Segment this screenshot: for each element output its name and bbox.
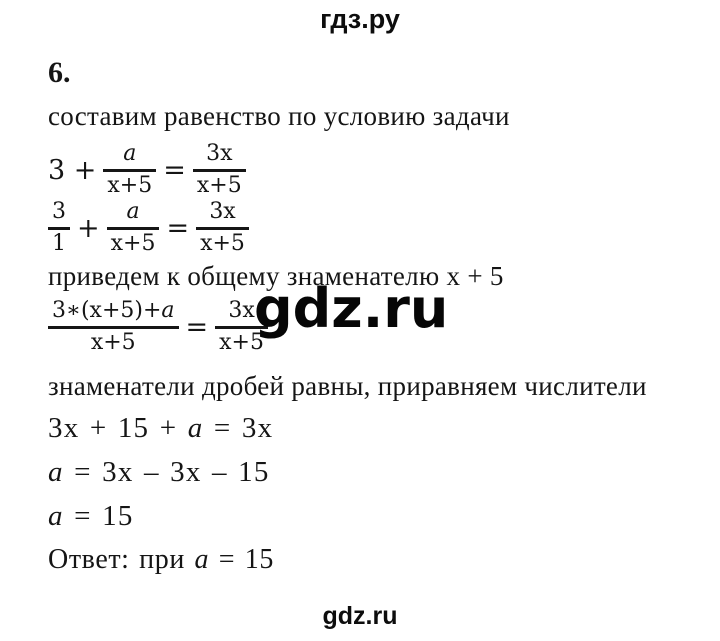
- eq2-fraction-3-over-1: [48, 200, 70, 255]
- fraction-numerator: [48, 299, 179, 328]
- eq1-fraction-a: [103, 142, 156, 197]
- eq4-right: = 3x: [203, 412, 274, 444]
- fraction-numerator: 3x: [196, 200, 249, 229]
- step-text-equal-denominators: знаменатели дробей равны, приравняем числители: [48, 371, 647, 401]
- numerator-head: 3∗(x+5)+: [52, 298, 162, 324]
- fraction-numerator: 3x: [193, 142, 246, 171]
- fraction-denominator: x+5: [196, 172, 242, 198]
- fraction-denominator: x+5: [110, 230, 156, 256]
- answer-prefix: Ответ: при: [48, 544, 195, 575]
- fraction-denominator: 1: [52, 230, 66, 256]
- eq2-fraction-3x: [196, 200, 249, 255]
- variable-a: a: [187, 412, 204, 444]
- problem-number: 6.: [48, 56, 71, 89]
- fraction-denominator: x+5: [107, 172, 153, 198]
- plus-sign: +: [77, 212, 100, 244]
- fraction-numerator: 3: [48, 200, 70, 229]
- fraction-denominator: x+5: [90, 329, 136, 355]
- equals-sign: =: [185, 311, 209, 343]
- fraction-denominator: x+5: [219, 329, 264, 355]
- equation-2: [48, 199, 249, 256]
- equals-sign: =: [166, 212, 190, 244]
- fraction-numerator: a: [103, 142, 156, 171]
- eq1-fraction-3x: [193, 142, 246, 197]
- eq3-fraction-expanded: [48, 299, 179, 354]
- eq6-right: = 15: [63, 500, 134, 532]
- eq5-right: = 3x – 3x – 15: [63, 456, 270, 488]
- gdz-watermark: gdz.ru: [254, 277, 449, 340]
- equation-6: [48, 500, 134, 533]
- site-logo-header: гдз.ру: [320, 4, 400, 34]
- equation-5: [48, 456, 270, 489]
- fraction-numerator: 3x: [215, 299, 268, 328]
- step-text-compose-equation: составим равенство по условию задачи: [48, 101, 510, 131]
- answer-value: = 15: [209, 544, 274, 575]
- eq1-lead-term: 3 +: [48, 154, 97, 186]
- site-logo-footer: gdz.ru: [322, 602, 398, 630]
- variable-a: a: [48, 456, 64, 488]
- numerator-variable: a: [161, 298, 175, 324]
- variable-a: a: [48, 500, 64, 532]
- variable-a: a: [194, 544, 210, 575]
- fraction-numerator: a: [107, 200, 160, 229]
- equation-1: [48, 141, 246, 198]
- eq4-left: 3x + 15 +: [48, 412, 188, 444]
- equation-3: [48, 298, 268, 356]
- equation-4: [48, 412, 273, 445]
- answer-line: [48, 544, 274, 576]
- fraction-denominator: x+5: [200, 230, 245, 256]
- step-text-common-denominator: приведем к общему знаменателю x + 5: [48, 261, 504, 291]
- equals-sign: =: [163, 154, 186, 186]
- eq2-fraction-a: [107, 200, 160, 255]
